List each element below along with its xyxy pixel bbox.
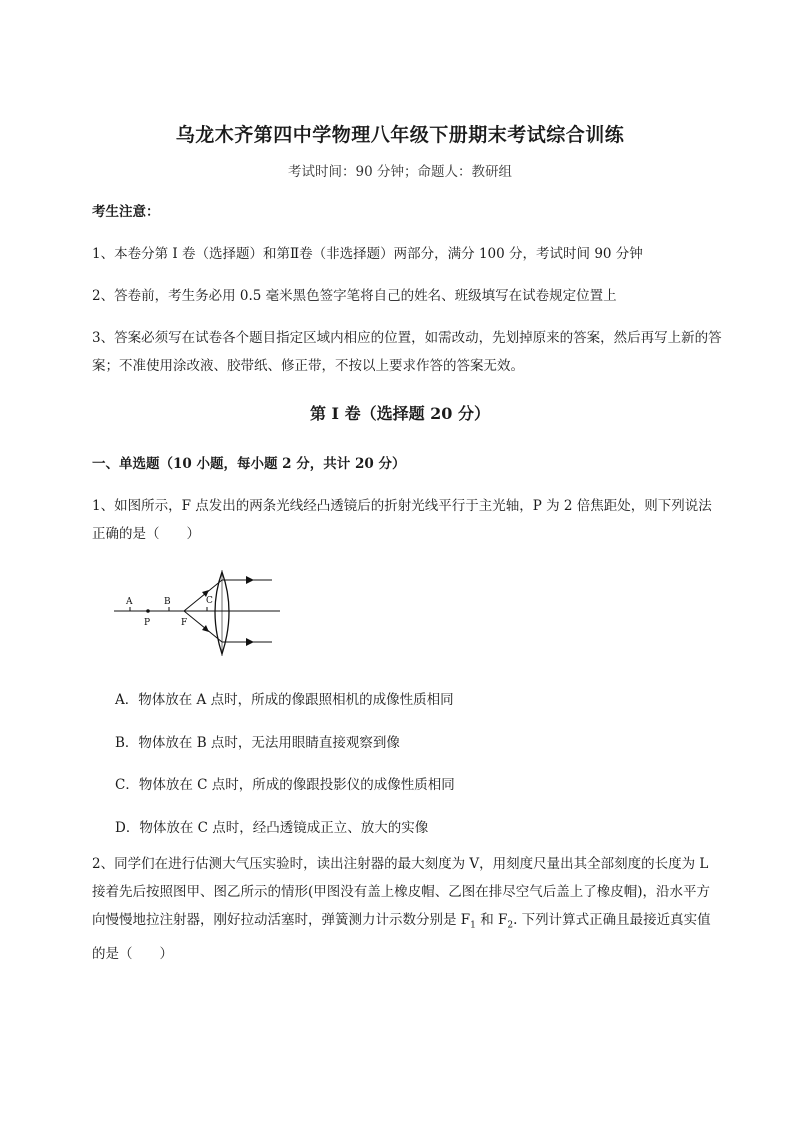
question-1-stem: 1、如图所示，F 点发出的两条光线经凸透镜后的折射光线平行于主光轴，P 为 2 倍焦距处，则下列说法正确的是（ ） — [92, 498, 712, 542]
label-b: B — [164, 597, 171, 607]
question-2-stem — [92, 850, 722, 968]
q2-subscript-1: 1 — [470, 920, 476, 931]
q2-subscript-2: 2 — [507, 920, 514, 931]
note-item-2: 2、答卷前，考生务必用 0.5 毫米黑色签字笔将自己的姓名、班级填写在试卷规定位置上 — [92, 288, 617, 304]
arrow-upper-out — [246, 576, 254, 584]
q2-stem-part-b: . 下列计算式正确且最接近真实值的是（ ） — [92, 912, 711, 962]
label-f: F — [181, 618, 188, 628]
q1-option-a: A．物体放在 A 点时，所成的像跟照相机的成像性质相同 — [115, 692, 454, 708]
q1-option-b: B．物体放在 B 点时，无法用眼睛直接观察到像 — [115, 735, 400, 751]
label-p: P — [144, 618, 151, 628]
q2-stem-mid: 和 F — [475, 912, 508, 928]
arrow-lower-out — [246, 638, 254, 646]
exam-subtitle: 考试时间：90 分钟；命题人：教研组 — [288, 164, 512, 180]
notes-heading: 考生注意： — [92, 204, 160, 220]
q1-option-d: D．物体放在 C 点时，经凸透镜成正立、放大的实像 — [115, 820, 429, 836]
q2-stem-part-a: 2、同学们在进行估测大气压实验时，读出注射器的最大刻度为 V，用刻度尺量出其全部刻度的长度为 L 接着先后按照图甲、图乙所示的情形(甲图没有盖上橡皮帽、乙图在排尽空气后盖上了橡皮帽)，沿水平方向慢慢地拉注射器，刚好拉动活塞时，弹簧测力计示数分别是 F — [92, 856, 711, 928]
label-c: C — [206, 596, 213, 606]
note-item-1: 1、本卷分第 I 卷（选择题）和第Ⅱ卷（非选择题）两部分，满分 100 分，考试时间 90 分钟 — [92, 246, 643, 262]
section-title: 第 I 卷（选择题 20 分） — [309, 404, 491, 423]
note-item-3: 3、答案必须写在试卷各个题目指定区域内相应的位置，如需改动，先划掉原来的答案，然后再写上新的答案；不准使用涂改液、胶带纸、修正带，不按以上要求作答的答案无效。 — [92, 330, 722, 374]
exam-title: 乌龙木齐第四中学物理八年级下册期末考试综合训练 — [175, 124, 625, 146]
q1-option-c: C．物体放在 C 点时，所成的像跟投影仪的成像性质相同 — [115, 777, 455, 793]
label-a: A — [126, 597, 133, 607]
point-p — [146, 609, 150, 613]
lens-figure — [112, 568, 284, 660]
part-heading: 一、单选题（10 小题，每小题 2 分，共计 20 分） — [92, 456, 406, 472]
